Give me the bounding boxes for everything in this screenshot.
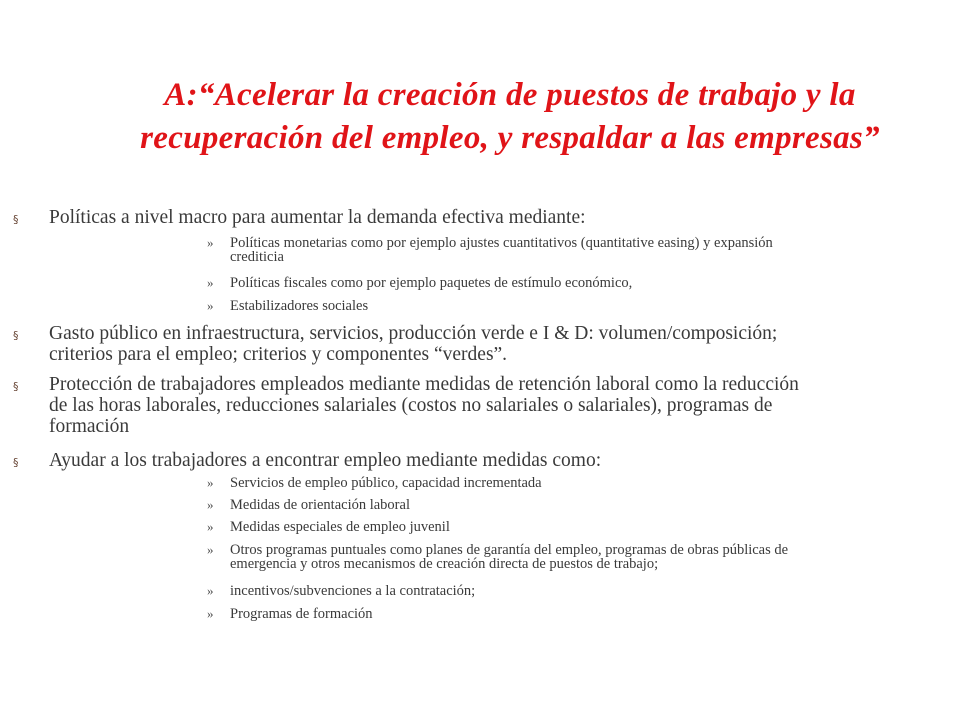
sub-bullet-text: Programas de formación [230, 606, 373, 622]
chevron-bullet-icon: » [207, 497, 214, 512]
bullet-text-line-2: criterios para el empleo; criterios y componentes “verdes”. [49, 344, 508, 365]
bullet-text-line-2: de las horas laborales, reducciones salariales (costos no salariales o salariales), programas de [49, 395, 773, 416]
sub-bullet-text: Medidas de orientación laboral [230, 497, 410, 513]
chevron-bullet-icon: » [207, 235, 214, 250]
chevron-bullet-icon: » [207, 583, 214, 598]
bullet-text: Políticas a nivel macro para aumentar la demanda efectiva mediante: [49, 207, 586, 228]
bullet-text-line-3: formación [49, 416, 130, 437]
bullet-text: Ayudar a los trabajadores a encontrar empleo mediante medidas como: [49, 450, 602, 471]
bullet-text-line-1: Gasto público en infraestructura, servicios, producción verde e I & D: volumen/composición; [49, 323, 778, 344]
chevron-bullet-icon: » [207, 542, 214, 557]
sub-bullet-text: Políticas fiscales como por ejemplo paquetes de estímulo económico, [230, 275, 633, 291]
square-bullet-icon: § [13, 380, 19, 393]
sub-bullet-text-line-2: crediticia [230, 249, 284, 265]
sub-bullet-text-line-1: Otros programas puntuales como planes de garantía del empleo, programas de obras públicas de [230, 542, 789, 558]
slide-title-line-1: A:“Acelerar la creación de puestos de trabajo y la [164, 77, 856, 113]
square-bullet-icon: § [13, 213, 19, 226]
chevron-bullet-icon: » [207, 275, 214, 290]
chevron-bullet-icon: » [207, 475, 214, 490]
chevron-bullet-icon: » [207, 606, 214, 621]
slide-title-line-2: recuperación del empleo, y respaldar a las empresas” [140, 120, 880, 156]
sub-bullet-text: Estabilizadores sociales [230, 298, 369, 314]
square-bullet-icon: § [13, 456, 19, 469]
chevron-bullet-icon: » [207, 519, 214, 534]
bullet-text-line-1: Protección de trabajadores empleados mediante medidas de retención laboral como la reducción [49, 374, 799, 395]
sub-bullet-text: incentivos/subvenciones a la contratación; [230, 583, 476, 599]
sub-bullet-text-line-2: emergencia y otros mecanismos de creación directa de puestos de trabajo; [230, 556, 659, 572]
sub-bullet-text-line-1: Políticas monetarias como por ejemplo ajustes cuantitativos (quantitative easing) y expansión [230, 235, 773, 251]
sub-bullet-text: Servicios de empleo público, capacidad incrementada [230, 475, 542, 491]
sub-bullet-text: Medidas especiales de empleo juvenil [230, 519, 450, 535]
chevron-bullet-icon: » [207, 298, 214, 313]
square-bullet-icon: § [13, 329, 19, 342]
